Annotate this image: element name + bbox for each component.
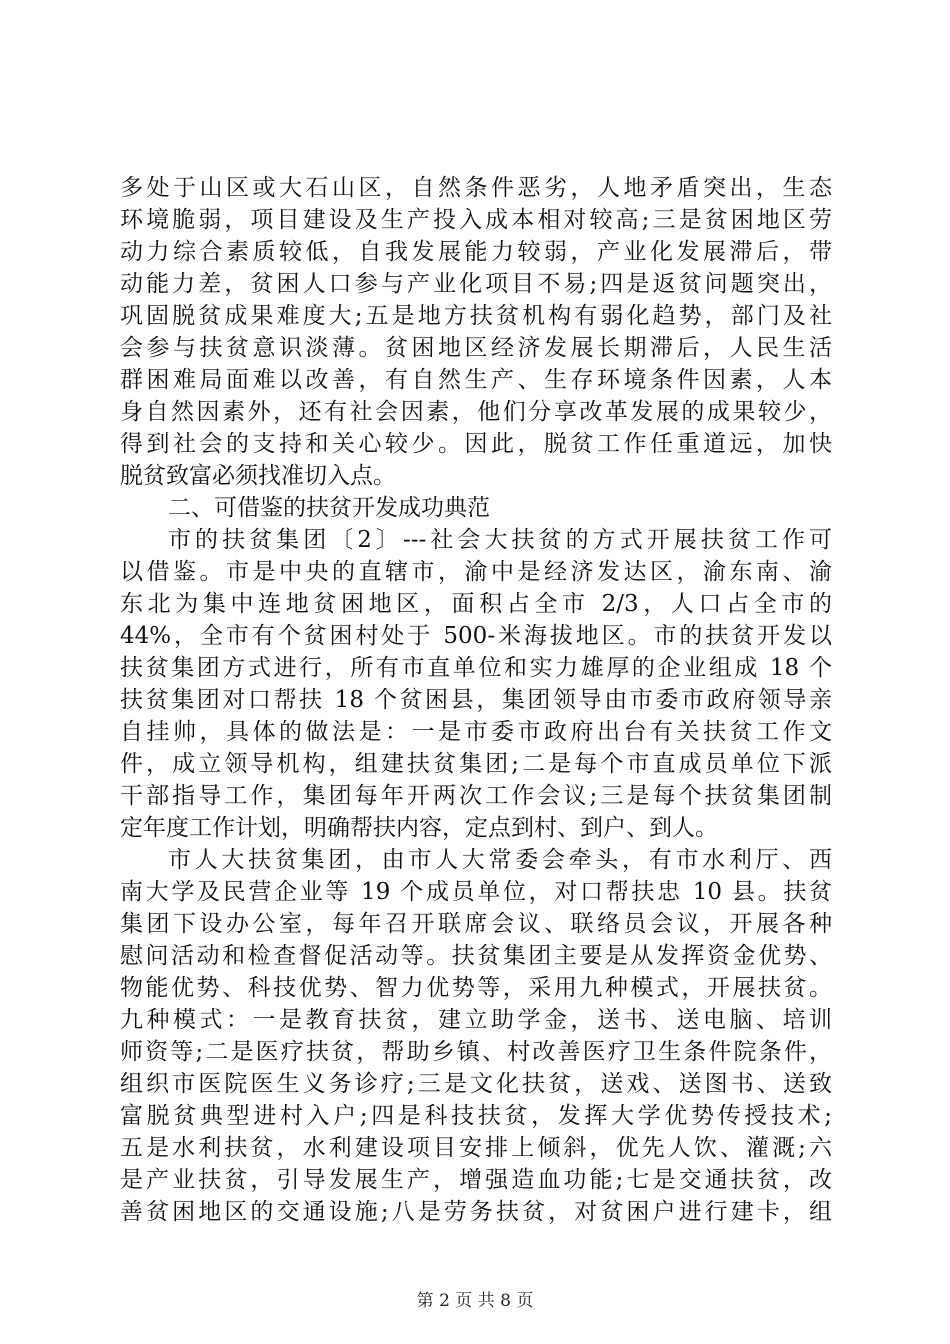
text-line: 脱贫致富必须找准切入点。	[120, 463, 396, 489]
text-line: 物能优势、科技优势、智力优势等，采用九种模式，开展扶贫。	[120, 975, 832, 1001]
text-line: 身自然因素外，还有社会因素，他们分享改革发展的成果较少，	[120, 399, 832, 425]
text-line: 自挂帅，具体的做法是：一是市委市政府出台有关扶贫工作文	[120, 719, 832, 745]
text-line: 巩固脱贫成果难度大;五是地方扶贫机构有弱化趋势，部门及社	[120, 303, 832, 329]
text-line: 善贫困地区的交通设施;八是劳务扶贫，对贫困户进行建卡，组	[120, 1199, 832, 1225]
text-line: 环境脆弱，项目建设及生产投入成本相对较高;三是贫困地区劳	[120, 207, 832, 233]
text-line: 件，成立领导机构，组建扶贫集团;二是每个市直成员单位下派	[120, 751, 832, 777]
section-heading: 二、可借鉴的扶贫开发成功典范	[168, 495, 490, 521]
text-line: 是产业扶贫，引导发展生产，增强造血功能;七是交通扶贫，改	[120, 1167, 832, 1193]
text-line: 44%，全市有个贫困村处于 500-米海拔地区。市的扶贫开发以	[120, 623, 832, 649]
text-line: 群困难局面难以改善，有自然生产、生存环境条件因素，人本	[120, 367, 832, 393]
text-line: 定年度工作计划，明确帮扶内容，定点到村、到户、到人。	[120, 815, 718, 841]
text-line: 南大学及民营企业等 19 个成员单位，对口帮扶忠 10 县。扶贫	[120, 879, 832, 905]
document-body	[120, 172, 832, 1228]
text-line: 会参与扶贫意识淡薄。贫困地区经济发展长期滞后，人民生活	[120, 335, 832, 361]
text-line: 动力综合素质较低，自我发展能力较弱，产业化发展滞后，带	[120, 239, 832, 265]
text-line: 师资等;二是医疗扶贫，帮助乡镇、村改善医疗卫生条件院条件，	[120, 1039, 832, 1065]
text-line: 东北为集中连地贫困地区，面积占全市 2/3，人口占全市的	[120, 591, 832, 617]
text-line: 以借鉴。市是中央的直辖市，渝中是经济发达区，渝东南、渝	[120, 559, 832, 585]
text-line: 五是水利扶贫，水利建设项目安排上倾斜，优先人饮、灌溉;六	[120, 1135, 832, 1161]
text-line: 干部指导工作，集团每年开两次工作会议;三是每个扶贫集团制	[120, 783, 832, 809]
page-number: 第 2 页 共 8 页	[416, 1291, 534, 1311]
text-line: 扶贫集团对口帮扶 18 个贫困县，集团领导由市委市政府领导亲	[120, 687, 832, 713]
text-line: 慰问活动和检查督促活动等。扶贫集团主要是从发挥资金优势、	[120, 943, 832, 969]
text-line: 富脱贫典型进村入户;四是科技扶贫，发挥大学优势传授技术;	[120, 1103, 832, 1129]
text-line: 市人大扶贫集团，由市人大常委会牵头，有市水利厅、西	[168, 847, 832, 873]
text-line: 多处于山区或大石山区，自然条件恶劣，人地矛盾突出，生态	[120, 175, 832, 201]
text-line: 市的扶贫集团〔2〕---社会大扶贫的方式开展扶贫工作可	[168, 527, 832, 553]
text-line: 九种模式：一是教育扶贫，建立助学金，送书、送电脑、培训	[120, 1007, 832, 1033]
text-line: 扶贫集团方式进行，所有市直单位和实力雄厚的企业组成 18 个	[120, 655, 832, 681]
text-line: 集团下设办公室，每年召开联席会议、联络员会议，开展各种	[120, 911, 832, 937]
text-line: 动能力差，贫困人口参与产业化项目不易;四是返贫问题突出，	[120, 271, 832, 297]
text-line: 得到社会的支持和关心较少。因此，脱贫工作任重道远，加快	[120, 431, 832, 457]
text-line: 组织市医院医生义务诊疗;三是文化扶贫，送戏、送图书、送致	[120, 1071, 832, 1097]
